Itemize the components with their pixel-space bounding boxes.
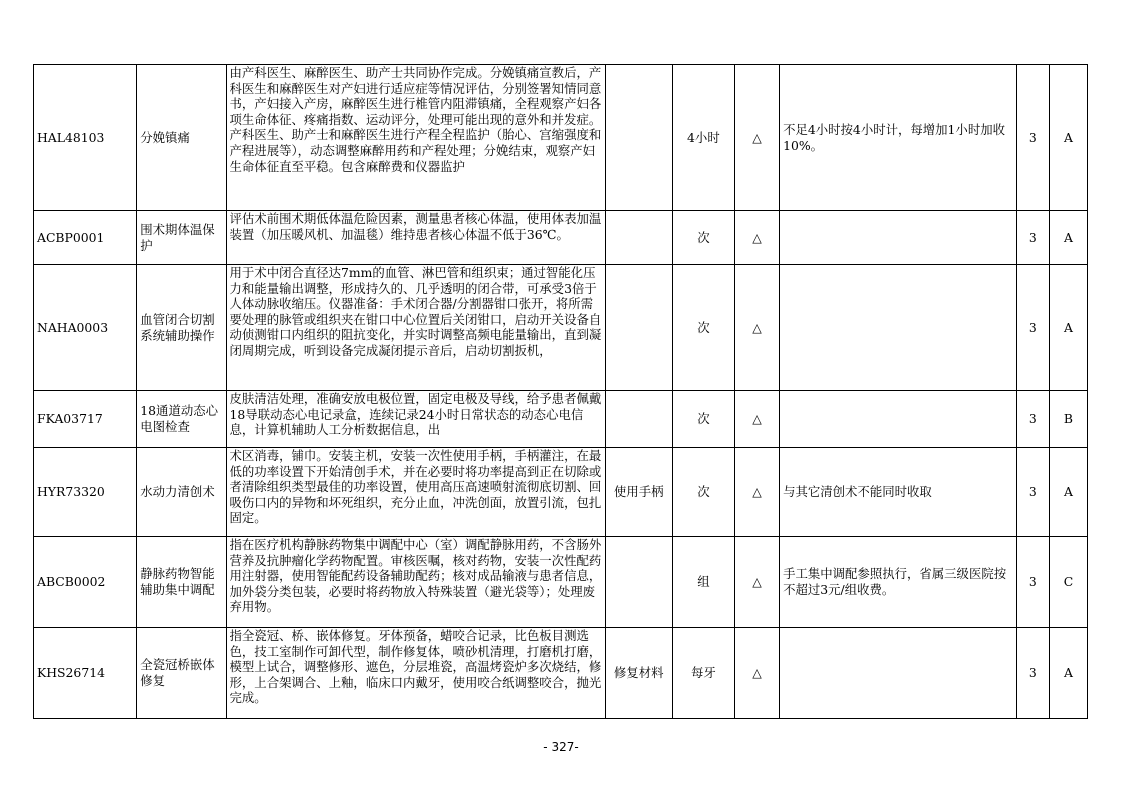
item-code: NAHA0003: [34, 265, 137, 391]
item-exclusion: [605, 537, 672, 628]
item-exclusion: [605, 265, 672, 391]
item-code: HAL48103: [34, 65, 137, 211]
item-code: ACBP0001: [34, 211, 137, 265]
item-unit: 次: [672, 265, 734, 391]
item-content: [226, 265, 605, 391]
item-content-text: 由产科医生、麻醉医生、助产士共同协作完成。分娩镇痛宣教后，产科医生和麻醉医生对产妇进行适应症等情况评估，分别签署知情同意书，产妇接入产房，麻醉医生进行椎管内阻滞镇痛，全程观察产妇各项生命体征、疼痛指数、运动评分，处理可能出现的意外和并发症。产科医生、助产士和麻醉医生进行产程全程监护（胎心、宫缩强度和产程进展等），动态调整麻醉用药和产程处理；分娩结束，观察产妇生命体征直至平稳。包含麻醉费和仪器监护: [229, 65, 602, 174]
item-note: 手工集中调配参照执行，省属三级医院按不超过3元/组收费。: [780, 537, 1017, 628]
item-code: HYR73320: [34, 448, 137, 537]
item-content: [226, 211, 605, 265]
table-row: [34, 628, 1088, 719]
item-category: B: [1049, 391, 1087, 448]
item-level: 3: [1016, 265, 1049, 391]
item-name: 全瓷冠桥嵌体修复: [137, 628, 226, 719]
table-row: [34, 391, 1088, 448]
item-name: 18通道动态心电图检查: [137, 391, 226, 448]
item-level: 3: [1016, 537, 1049, 628]
item-unit: 次: [672, 448, 734, 537]
item-exclusion: [605, 65, 672, 211]
table-row: [34, 265, 1088, 391]
item-category: A: [1049, 65, 1087, 211]
item-note: 与其它清创术不能同时收取: [780, 448, 1017, 537]
item-mark: △: [734, 265, 779, 391]
table-row: [34, 537, 1088, 628]
item-unit: 次: [672, 211, 734, 265]
item-unit: 每牙: [672, 628, 734, 719]
page-number: - 327-: [543, 740, 579, 754]
item-content: [226, 65, 605, 211]
item-name: 血管闭合切割系统辅助操作: [137, 265, 226, 391]
item-level: 3: [1016, 391, 1049, 448]
item-note: 不足4小时按4小时计，每增加1小时加收10%。: [780, 65, 1017, 211]
item-exclusion: [605, 211, 672, 265]
item-content-text: 评估术前围术期低体温危险因素，测量患者核心体温，使用体表加温装置（加压暖风机、加温毯）维持患者核心体温不低于36℃。: [229, 211, 602, 242]
table-row: [34, 448, 1088, 537]
fee-table: [33, 64, 1088, 719]
item-unit: 次: [672, 391, 734, 448]
item-content-text: 皮肤清洁处理，准确安放电极位置，固定电极及导线，给予患者佩戴18导联动态心电记录盒，连续记录24小时日常状态的动态心电信息，计算机辅助人工分析数据信息，出: [229, 391, 602, 438]
item-note: [780, 211, 1017, 265]
item-note: [780, 265, 1017, 391]
item-level: 3: [1016, 65, 1049, 211]
item-mark: △: [734, 537, 779, 628]
item-note: [780, 628, 1017, 719]
item-content: [226, 628, 605, 719]
item-unit: 4小时: [672, 65, 734, 211]
item-name: 围术期体温保护: [137, 211, 226, 265]
item-exclusion: 修复材料: [605, 628, 672, 719]
item-content-text: 术区消毒，铺巾。安装主机，安装一次性使用手柄，手柄灌注，在最低的功率设置下开始清创手术，并在必要时将功率提高到正在切除或者清除组织类型最佳的功率设置，使用高压高速喷射流彻底切割、回吸伤口内的异物和坏死组织，充分止血，冲洗创面，放置引流，包扎固定。: [229, 448, 602, 526]
item-category: A: [1049, 628, 1087, 719]
item-category: A: [1049, 265, 1087, 391]
item-code: ABCB0002: [34, 537, 137, 628]
item-content: [226, 448, 605, 537]
item-content-text: 指在医疗机构静脉药物集中调配中心（室）调配静脉用药，不含肠外营养及抗肿瘤化学药物配置。审核医嘱，核对药物，安装一次性配药用注射器，使用智能配药设备辅助配药；核对成品输液与患者信息，加外袋分类包装，必要时将药物放入特殊装置（避光袋等）；处理废弃用物。: [229, 537, 602, 615]
item-mark: △: [734, 65, 779, 211]
item-unit: 组: [672, 537, 734, 628]
item-category: A: [1049, 448, 1087, 537]
item-category: A: [1049, 211, 1087, 265]
item-level: 3: [1016, 628, 1049, 719]
item-note: [780, 391, 1017, 448]
item-name: 水动力清创术: [137, 448, 226, 537]
item-content: [226, 537, 605, 628]
table-row: [34, 65, 1088, 211]
item-content-text: 指全瓷冠、桥、嵌体修复。牙体预备，蜡咬合记录，比色板目测选色，技工室制作可卸代型，制作修复体，喷砂机清理，打磨机打磨，模型上试合，调整修形、遮色，分层堆瓷，高温烤瓷炉多次烧结，修形，上合架调合、上釉，临床口内戴牙，使用咬合纸调整咬合，抛光完成。: [229, 628, 602, 706]
item-mark: △: [734, 391, 779, 448]
item-content: [226, 391, 605, 448]
item-mark: △: [734, 211, 779, 265]
item-code: FKA03717: [34, 391, 137, 448]
item-exclusion: 使用手柄: [605, 448, 672, 537]
item-mark: △: [734, 628, 779, 719]
item-content-text: 用于术中闭合直径达7mm的血管、淋巴管和组织束；通过智能化压力和能量输出调整，形成持久的、几乎透明的闭合带，可承受3倍于人体动脉收缩压。仪器准备：手术闭合器/分割器钳口张开，将所需要处理的脉管或组织夹在钳口中心位置后关闭钳口，启动开关设备自动侦测钳口内组织的阻抗变化，并实时调整高频电能量输出，直到凝闭周期完成，听到设备完成凝闭提示音后，启动切割扳机，: [229, 265, 602, 358]
item-category: C: [1049, 537, 1087, 628]
item-name: 分娩镇痛: [137, 65, 226, 211]
item-exclusion: [605, 391, 672, 448]
item-code: KHS26714: [34, 628, 137, 719]
item-mark: △: [734, 448, 779, 537]
item-name: 静脉药物智能辅助集中调配: [137, 537, 226, 628]
table-row: [34, 211, 1088, 265]
item-level: 3: [1016, 211, 1049, 265]
item-level: 3: [1016, 448, 1049, 537]
